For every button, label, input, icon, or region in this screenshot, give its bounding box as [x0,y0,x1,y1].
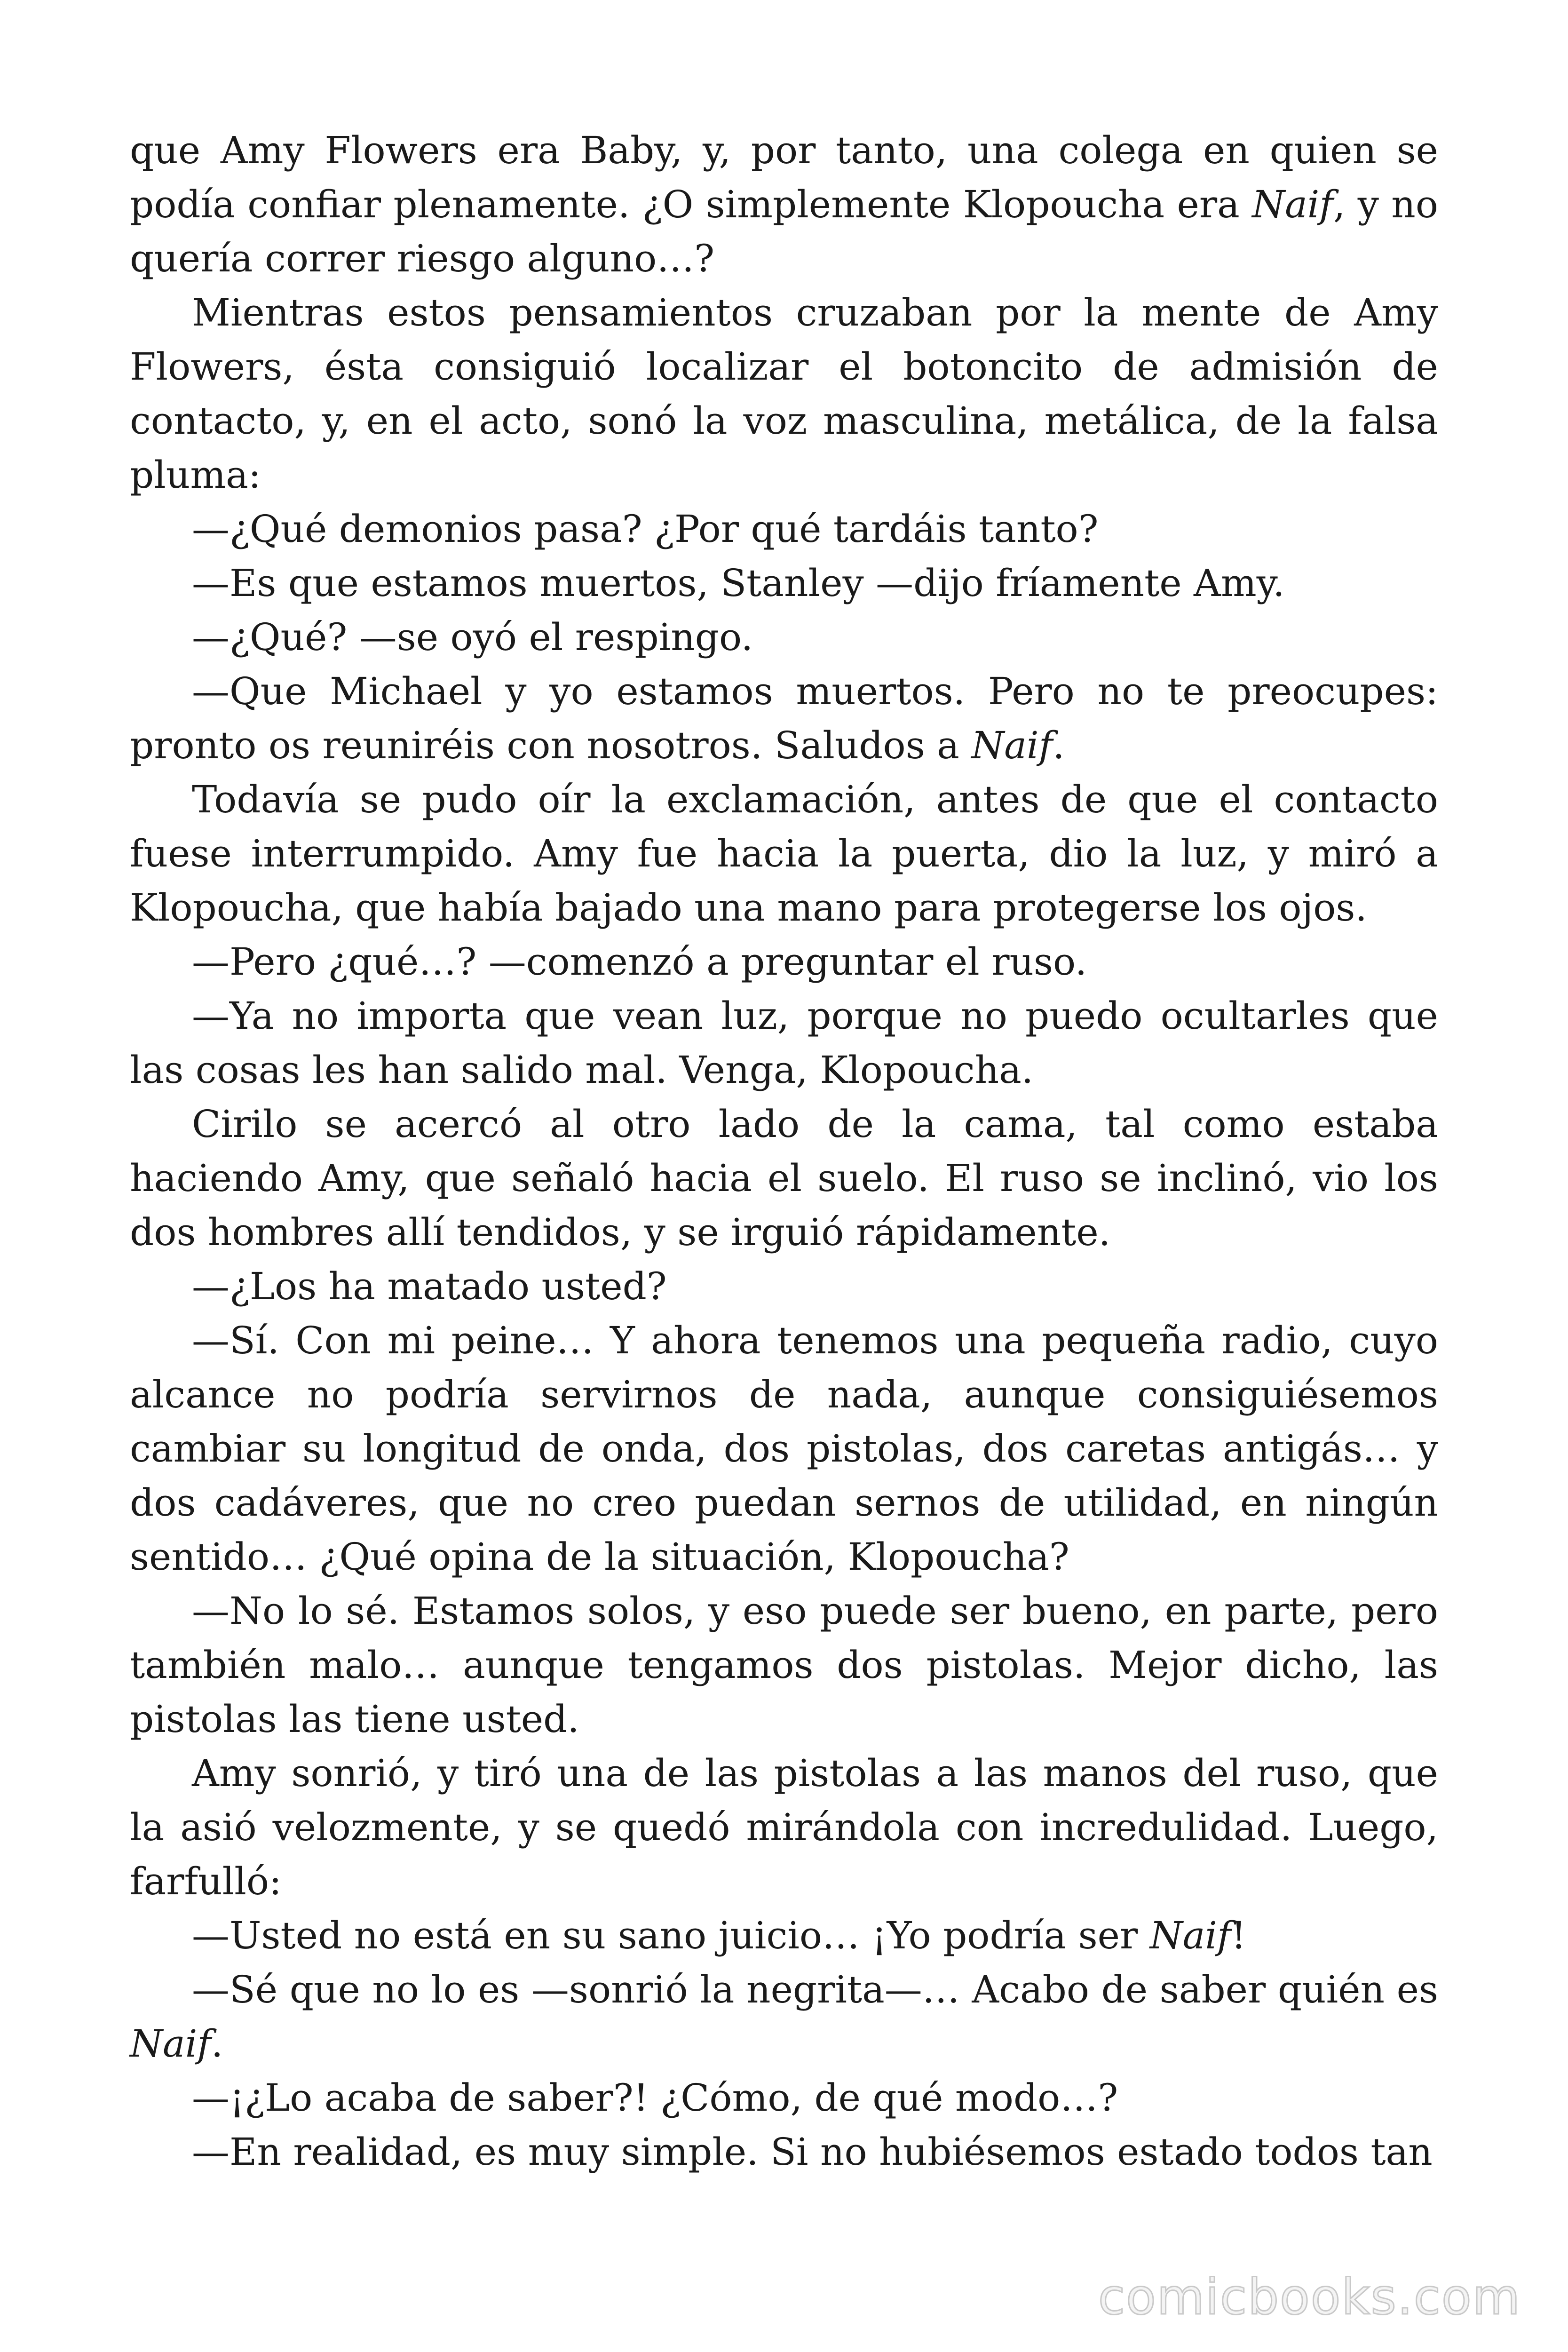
text-run: —¡¿Lo acaba de saber?! ¿Cómo, de qué modo…? [192,2076,1118,2120]
watermark: comicbooks.com [1098,2268,1521,2326]
text-run: Todavía se pudo oír la exclamación, antes de que el contacto fuese interrumpido. Amy fue hacia la puerta, dio la luz, y miró a Klopoucha, que había bajado una mano para protegerse los ojos. [130,778,1438,930]
italic-text: Naif [1149,1914,1231,1957]
paragraph [130,664,1438,772]
paragraph [130,610,1438,664]
text-run: —Sí. Con mi peine… Y ahora tenemos una pequeña radio, cuyo alcance no podría servirnos de nada, aunque consiguiésemos cambiar su longitud de onda, dos pistolas, dos caretas antigás… y dos cadáveres, que no creo puedan sernos de utilidad, en ningún sentido… ¿Qué opina de la situación, Klopoucha? [130,1319,1438,1579]
paragraph [130,123,1438,286]
paragraph [130,772,1438,935]
paragraph [130,1584,1438,1746]
text-run: . [1053,723,1065,767]
paragraph [130,1746,1438,1908]
text-run: , y no quería correr riesgo alguno…? [130,183,1438,280]
text-run: —¿Qué? —se oyó el respingo. [192,615,753,659]
paragraph [130,1259,1438,1313]
paragraph [130,1963,1438,2071]
text-run: —Ya no importa que vean luz, porque no puedo ocultarles que las cosas les han salido mal. Venga, Klopoucha. [130,994,1438,1092]
paragraph [130,1908,1438,1963]
paragraph [130,1313,1438,1584]
paragraph [130,935,1438,989]
paragraph [130,2071,1438,2125]
paragraph [130,1097,1438,1259]
text-run: —Que Michael y yo estamos muertos. Pero no te preocupes: pronto os reuniréis con nosotros. Saludos a [130,669,1438,767]
text-run: —Pero ¿qué…? —comenzó a preguntar el ruso. [192,940,1087,984]
paragraph [130,502,1438,556]
text-run: —¿Los ha matado usted? [192,1264,667,1308]
paragraph [130,556,1438,610]
text-run: que Amy Flowers era Baby, y, por tanto, una colega en quien se podía confiar plenamente. ¿O simplemente Klopoucha era [130,128,1438,226]
paragraph [130,2125,1438,2179]
italic-text: Naif [1252,183,1333,226]
text-run: Cirilo se acercó al otro lado de la cama, tal como estaba haciendo Amy, que señaló hacia el suelo. El ruso se inclinó, vio los dos hombres allí tendidos, y se irguió rápidamente. [130,1102,1438,1254]
text-run: —En realidad, es muy simple. Si no hubiésemos estado todos tan [192,2130,1433,2174]
italic-text: Naif [130,2022,211,2066]
page-text-body [130,123,1438,2179]
text-run: —Es que estamos muertos, Stanley —dijo fríamente Amy. [192,561,1285,605]
text-run: Mientras estos pensamientos cruzaban por la mente de Amy Flowers, ésta consiguió localizar el botoncito de admisión de contacto, y, en el acto, sonó la voz masculina, metálica, de la falsa pluma: [130,291,1438,497]
paragraph [130,989,1438,1097]
text-run: . [211,2022,223,2066]
text-run: —¿Qué demonios pasa? ¿Por qué tardáis tanto? [192,507,1099,551]
text-run: —Sé que no lo es —sonrió la negrita—… Acabo de saber quién es [192,1968,1438,2011]
paragraph [130,286,1438,502]
text-run: —Usted no está en su sano juicio… ¡Yo podría ser [192,1914,1150,1957]
text-run: —No lo sé. Estamos solos, y eso puede ser bueno, en parte, pero también malo… aunque tengamos dos pistolas. Mejor dicho, las pistolas las tiene usted. [130,1589,1438,1741]
italic-text: Naif [971,723,1053,767]
text-run: Amy sonrió, y tiró una de las pistolas a las manos del ruso, que la asió velozmente, y se quedó mirándola con incredulidad. Luego, farfulló: [130,1751,1438,1903]
text-run: ! [1231,1914,1246,1957]
